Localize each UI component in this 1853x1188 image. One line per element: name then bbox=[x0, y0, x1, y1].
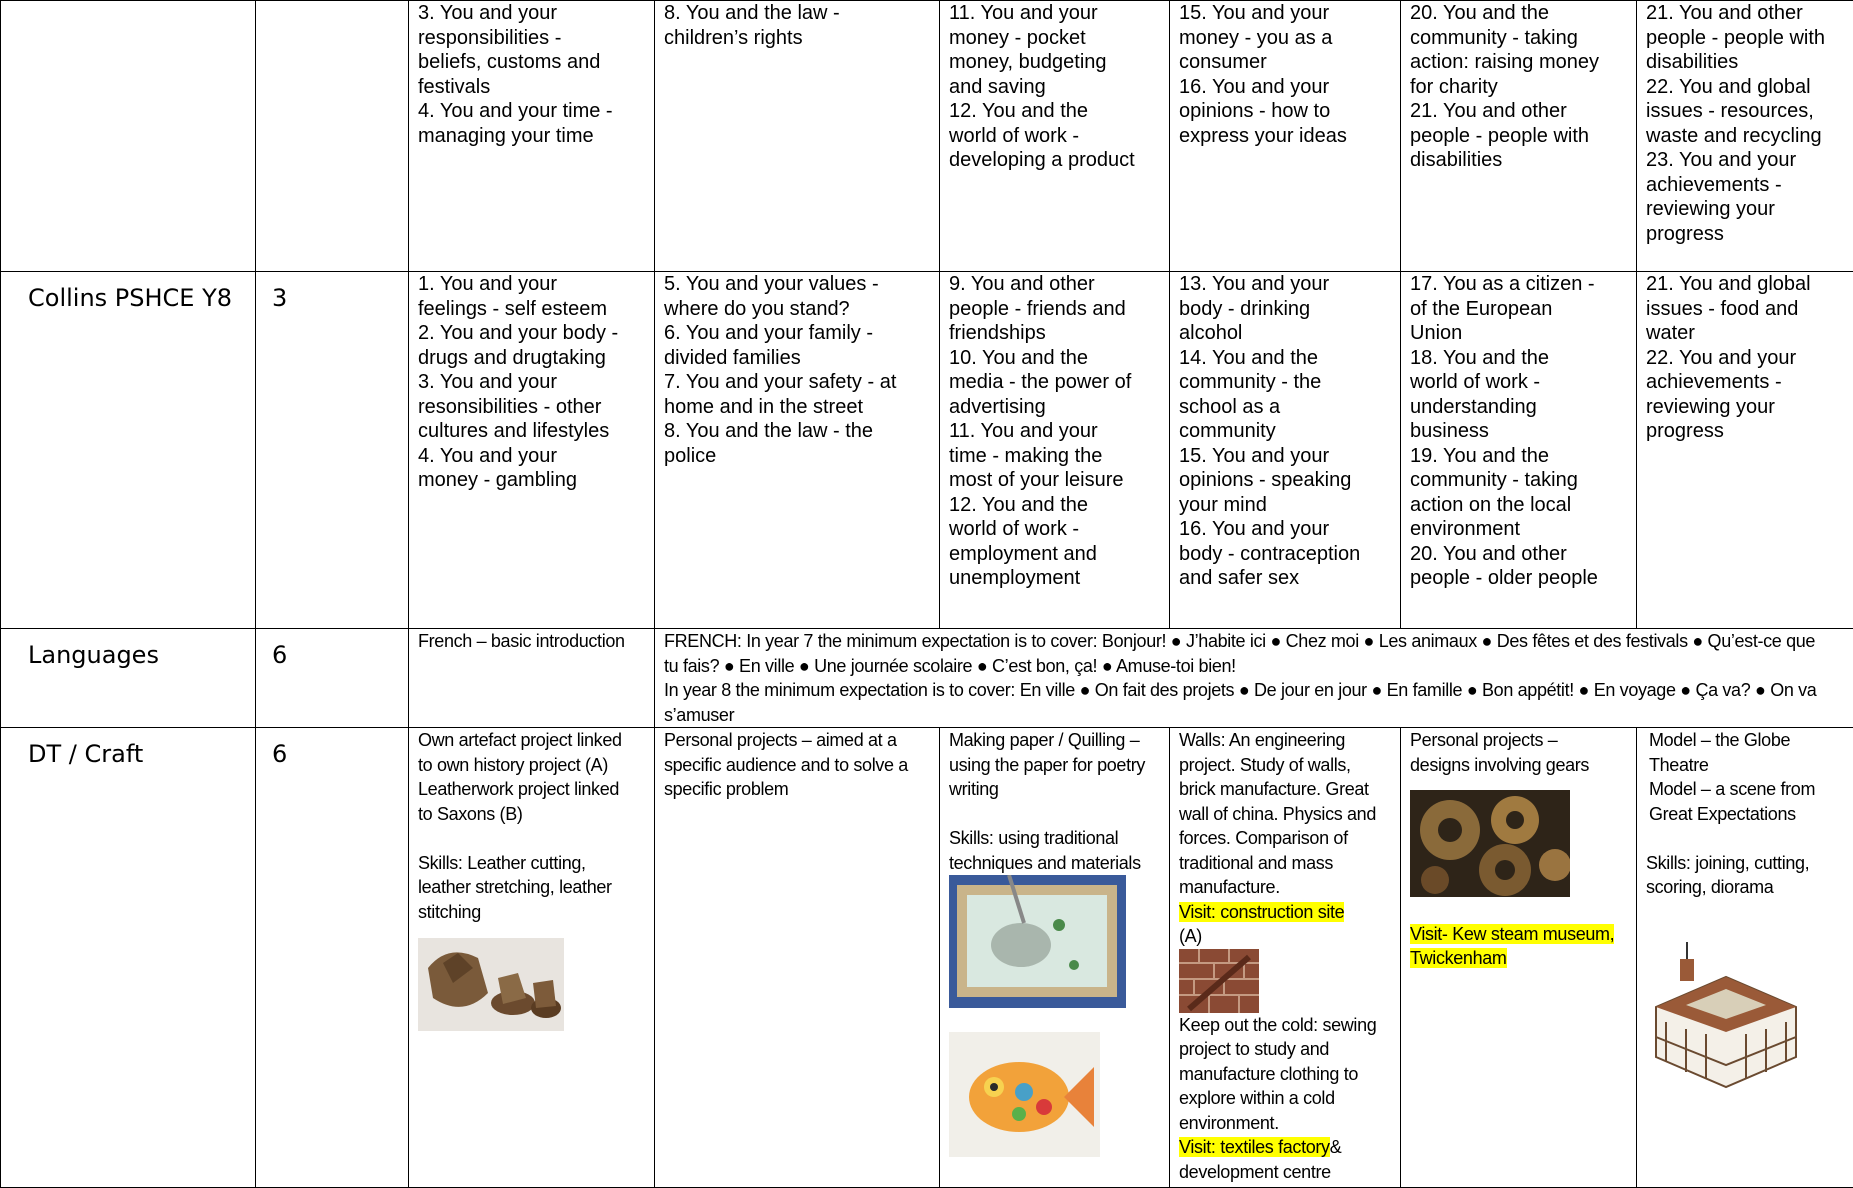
cell-text-line: understanding bbox=[1410, 395, 1632, 420]
cell-text-line: Personal projects – bbox=[1410, 728, 1632, 753]
cell-text-line: money - you as a bbox=[1179, 26, 1396, 51]
table-row bbox=[1, 1, 1853, 272]
cell-text-line: Theatre bbox=[1649, 753, 1853, 778]
cell-text-line: for charity bbox=[1410, 75, 1632, 100]
cell-text-line: 4. You and your time - bbox=[418, 99, 650, 124]
cell-text-line: Personal projects – aimed at a bbox=[664, 728, 935, 753]
cell-text-line: 16. You and your bbox=[1179, 517, 1396, 542]
cell-text-line: express your ideas bbox=[1179, 124, 1396, 149]
cell-text-line: Keep out the cold: sewing bbox=[1179, 1013, 1396, 1038]
visit-kew-steam-museum: Twickenham bbox=[1410, 948, 1507, 968]
quilled-fish-photo bbox=[949, 1032, 1100, 1157]
cell-text-line: Model – the Globe bbox=[1649, 728, 1853, 753]
cell-text-line: using the paper for poetry bbox=[949, 753, 1165, 778]
pshce-y7-term-2 bbox=[655, 1, 940, 272]
cell-text-line: project. Study of walls, bbox=[1179, 753, 1396, 778]
cell-text-line: 22. You and global bbox=[1646, 75, 1853, 100]
subject-cell: DT / Craft bbox=[1, 728, 256, 1188]
table-row bbox=[1, 728, 1853, 1188]
cell-text-line: forces. Comparison of bbox=[1179, 826, 1396, 851]
cell-text-line: environment bbox=[1410, 517, 1632, 542]
cell-text-line: feelings - self esteem bbox=[418, 297, 650, 322]
cell-text-line: 11. You and your bbox=[949, 1, 1165, 26]
dt-term-4 bbox=[1170, 728, 1401, 1188]
cell-text-line: specific problem bbox=[664, 777, 935, 802]
cell-text-line: 4. You and your bbox=[418, 444, 650, 469]
subject-cell: Languages bbox=[1, 629, 256, 728]
cell-text-line: friendships bbox=[949, 321, 1165, 346]
cell-text-line: disabilities bbox=[1646, 50, 1853, 75]
cell-text-line: responsibilities - bbox=[418, 26, 650, 51]
cell-text-line: brick manufacture. Great bbox=[1179, 777, 1396, 802]
cell-text-line: 18. You and the bbox=[1410, 346, 1632, 371]
cell-text-line: 3. You and your bbox=[418, 1, 650, 26]
cell-text-line: issues - resources, bbox=[1646, 99, 1853, 124]
cell-text-line: money - gambling bbox=[418, 468, 650, 493]
languages-intro: French – basic introduction bbox=[418, 629, 650, 654]
hours-cell: 3 bbox=[256, 272, 409, 629]
cell-text-line: Skills: joining, cutting, bbox=[1646, 851, 1853, 876]
subject-cell: Collins PSHCE Y8 bbox=[1, 272, 256, 629]
cell-text-line: 17. You as a citizen - bbox=[1410, 272, 1632, 297]
cell-text-line: 8. You and the law - bbox=[664, 1, 935, 26]
cell-text-line: 8. You and the law - the bbox=[664, 419, 935, 444]
cell-text-line: and safer sex bbox=[1179, 566, 1396, 591]
cell-text-line: achievements - bbox=[1646, 173, 1853, 198]
cell-text-line: s’amuser bbox=[664, 703, 1853, 728]
cell-text-line: opinions - how to bbox=[1179, 99, 1396, 124]
dt-term-2 bbox=[655, 728, 940, 1188]
cell-text-line: money - pocket bbox=[949, 26, 1165, 51]
cell-text-line: reviewing your bbox=[1646, 197, 1853, 222]
cell-text-line: environment. bbox=[1179, 1111, 1396, 1136]
cell-text-line: where do you stand? bbox=[664, 297, 935, 322]
cell-text-line: resonsibilities - other bbox=[418, 395, 650, 420]
dt-term-1 bbox=[409, 728, 655, 1188]
cell-text-line: tu fais? ● En ville ● Une journée scolaire ● C’est bon, ça! ● Amuse-toi bien! bbox=[664, 654, 1853, 679]
visit-textiles-factory: Visit: textiles factory bbox=[1179, 1137, 1330, 1157]
cell-text-line: home and in the street bbox=[664, 395, 935, 420]
cell-text-line: world of work - bbox=[949, 124, 1165, 149]
hours-cell bbox=[256, 1, 409, 272]
cell-text-line: Own artefact project linked bbox=[418, 728, 650, 753]
cell-text-line: 23. You and your bbox=[1646, 148, 1853, 173]
languages-french-cell bbox=[655, 629, 1853, 728]
pshce-y8-term-4 bbox=[1170, 272, 1401, 629]
cell-text-line: 19. You and the bbox=[1410, 444, 1632, 469]
pshce-y8-term-2 bbox=[655, 272, 940, 629]
pshce-y7-term-5 bbox=[1401, 1, 1637, 272]
cell-text-line: advertising bbox=[949, 395, 1165, 420]
cell-text-line: writing bbox=[949, 777, 1165, 802]
languages-intro-cell bbox=[409, 629, 655, 728]
cell-text-line: divided families bbox=[664, 346, 935, 371]
cell-text-line: people - older people bbox=[1410, 566, 1632, 591]
cell-text-line: 14. You and the bbox=[1179, 346, 1396, 371]
cell-text-line: specific audience and to solve a bbox=[664, 753, 935, 778]
cell-text-line: to Saxons (B) bbox=[418, 802, 650, 827]
cell-text-line: 5. You and your values - bbox=[664, 272, 935, 297]
cell-text-line: scoring, diorama bbox=[1646, 875, 1853, 900]
cell-text-line: 21. You and other bbox=[1410, 99, 1632, 124]
cell-text-line: 22. You and your bbox=[1646, 346, 1853, 371]
cell-text-line: 21. You and other bbox=[1646, 1, 1853, 26]
cell-text-line: money, budgeting bbox=[949, 50, 1165, 75]
dt-term-3 bbox=[940, 728, 1170, 1188]
brick-wall-photo bbox=[1179, 949, 1259, 1013]
cell-text-line: developing a product bbox=[949, 148, 1165, 173]
cell-text-line: achievements - bbox=[1646, 370, 1853, 395]
dt-term-5 bbox=[1401, 728, 1637, 1188]
cell-text-line: progress bbox=[1646, 419, 1853, 444]
cell-text-line: manufacture. bbox=[1179, 875, 1396, 900]
table-row bbox=[1, 272, 1853, 629]
cell-text-line: drugs and drugtaking bbox=[418, 346, 650, 371]
cell-text-line: stitching bbox=[418, 900, 650, 925]
cell-text-line: 15. You and your bbox=[1179, 444, 1396, 469]
visit-suffix: (A) bbox=[1179, 924, 1396, 949]
cell-text-line: Skills: Leather cutting, bbox=[418, 851, 650, 876]
pshce-y8-term-6 bbox=[1637, 272, 1853, 629]
cell-text-line: beliefs, customs and bbox=[418, 50, 650, 75]
pshce-y7-term-3 bbox=[940, 1, 1170, 272]
cell-text-line: of the European bbox=[1410, 297, 1632, 322]
cell-text-line: business bbox=[1410, 419, 1632, 444]
pshce-y7-term-4 bbox=[1170, 1, 1401, 272]
cell-text-line: In year 8 the minimum expectation is to cover: En ville ● On fait des projets ● De jour en jour ● En famille ● Bon appétit! ● En voyage ● Ça va? ● On va bbox=[664, 678, 1853, 703]
cell-text-line: community - taking bbox=[1410, 468, 1632, 493]
globe-theatre-model-photo bbox=[1646, 937, 1803, 1097]
cell-text-line: leather stretching, leather bbox=[418, 875, 650, 900]
gears-photo bbox=[1410, 790, 1570, 897]
pshce-y8-term-3 bbox=[940, 272, 1170, 629]
cell-text-line: your mind bbox=[1179, 493, 1396, 518]
cell-text-line: Leatherwork project linked bbox=[418, 777, 650, 802]
cell-text-line: Union bbox=[1410, 321, 1632, 346]
leather-artefacts-photo bbox=[418, 938, 564, 1031]
cell-text-line: to own history project (A) bbox=[418, 753, 650, 778]
cell-text-line: and saving bbox=[949, 75, 1165, 100]
cell-text-line: cultures and lifestyles bbox=[418, 419, 650, 444]
visit-ampersand: & bbox=[1330, 1137, 1342, 1157]
cell-text-line: 11. You and your bbox=[949, 419, 1165, 444]
cell-text-line: 7. You and your safety - at bbox=[664, 370, 935, 395]
cell-text-line: action: raising money bbox=[1410, 50, 1632, 75]
cell-text-line: world of work - bbox=[949, 517, 1165, 542]
cell-text-line: 12. You and the bbox=[949, 99, 1165, 124]
cell-text-line: 2. You and your body - bbox=[418, 321, 650, 346]
pshce-y7-term-6 bbox=[1637, 1, 1853, 272]
subject-cell bbox=[1, 1, 256, 272]
cell-text-line: time - making the bbox=[949, 444, 1165, 469]
cell-text-line: 21. You and global bbox=[1646, 272, 1853, 297]
cell-text-line: managing your time bbox=[418, 124, 650, 149]
cell-text-line: children’s rights bbox=[664, 26, 935, 51]
cell-text-line: world of work - bbox=[1410, 370, 1632, 395]
cell-text-line: techniques and materials bbox=[949, 851, 1165, 876]
cell-text-line: explore within a cold bbox=[1179, 1086, 1396, 1111]
cell-text-line: community - the bbox=[1179, 370, 1396, 395]
cell-text-line: employment and bbox=[949, 542, 1165, 567]
cell-text-line: 20. You and other bbox=[1410, 542, 1632, 567]
cell-text-line: body - drinking bbox=[1179, 297, 1396, 322]
cell-text-line: 16. You and your bbox=[1179, 75, 1396, 100]
cell-text-line: Model – a scene from bbox=[1649, 777, 1853, 802]
cell-text-line: Walls: An engineering bbox=[1179, 728, 1396, 753]
cell-text-line: reviewing your bbox=[1646, 395, 1853, 420]
visit-kew-steam-museum: Visit- Kew steam museum, bbox=[1410, 924, 1614, 944]
cell-text-line: most of your leisure bbox=[949, 468, 1165, 493]
cell-text-line: designs involving gears bbox=[1410, 753, 1632, 778]
cell-text-line: traditional and mass bbox=[1179, 851, 1396, 876]
cell-text-line: Great Expectations bbox=[1649, 802, 1853, 827]
cell-text-line: 9. You and other bbox=[949, 272, 1165, 297]
cell-text-line: 6. You and your family - bbox=[664, 321, 935, 346]
hours-cell: 6 bbox=[256, 629, 409, 728]
cell-text-line: 13. You and your bbox=[1179, 272, 1396, 297]
cell-text-line: community bbox=[1179, 419, 1396, 444]
cell-text-line: consumer bbox=[1179, 50, 1396, 75]
cell-text-line: 15. You and your bbox=[1179, 1, 1396, 26]
cell-text-line: 1. You and your bbox=[418, 272, 650, 297]
cell-text-line: progress bbox=[1646, 222, 1853, 247]
pshce-y8-term-1 bbox=[409, 272, 655, 629]
cell-text-line: issues - food and bbox=[1646, 297, 1853, 322]
cell-text-line: community - taking bbox=[1410, 26, 1632, 51]
visit-construction-site: Visit: construction site bbox=[1179, 902, 1344, 922]
cell-text-line: FRENCH: In year 7 the minimum expectation is to cover: Bonjour! ● J’habite ici ● Chez moi ● Les animaux ● Des fêtes et des festivals ● Qu’est-ce que bbox=[664, 629, 1853, 654]
cell-text-line: alcohol bbox=[1179, 321, 1396, 346]
dt-term-6 bbox=[1637, 728, 1853, 1188]
visit-textiles-line2: development centre bbox=[1179, 1160, 1396, 1185]
cell-text-line: opinions - speaking bbox=[1179, 468, 1396, 493]
cell-text-line: festivals bbox=[418, 75, 650, 100]
cell-text-line: 10. You and the bbox=[949, 346, 1165, 371]
pshce-y7-term-1 bbox=[409, 1, 655, 272]
cell-text-line: 20. You and the bbox=[1410, 1, 1632, 26]
cell-text-line: body - contraception bbox=[1179, 542, 1396, 567]
table-row bbox=[1, 629, 1853, 728]
cell-text-line: police bbox=[664, 444, 935, 469]
cell-text-line: 3. You and your bbox=[418, 370, 650, 395]
cell-text-line: Skills: using traditional bbox=[949, 826, 1165, 851]
cell-text-line: wall of china. Physics and bbox=[1179, 802, 1396, 827]
cell-text-line: media - the power of bbox=[949, 370, 1165, 395]
cell-text-line: Making paper / Quilling – bbox=[949, 728, 1165, 753]
cell-text-line: people - people with bbox=[1646, 26, 1853, 51]
cell-text-line: manufacture clothing to bbox=[1179, 1062, 1396, 1087]
pshce-y8-term-5 bbox=[1401, 272, 1637, 629]
cell-text-line: people - friends and bbox=[949, 297, 1165, 322]
cell-text-line: project to study and bbox=[1179, 1037, 1396, 1062]
cell-text-line: unemployment bbox=[949, 566, 1165, 591]
cell-text-line: people - people with bbox=[1410, 124, 1632, 149]
papermaking-photo bbox=[949, 875, 1126, 1008]
cell-text-line: action on the local bbox=[1410, 493, 1632, 518]
cell-text-line: waste and recycling bbox=[1646, 124, 1853, 149]
hours-cell: 6 bbox=[256, 728, 409, 1188]
cell-text-line: water bbox=[1646, 321, 1853, 346]
cell-text-line: 12. You and the bbox=[949, 493, 1165, 518]
cell-text-line: school as a bbox=[1179, 395, 1396, 420]
cell-text-line: disabilities bbox=[1410, 148, 1632, 173]
